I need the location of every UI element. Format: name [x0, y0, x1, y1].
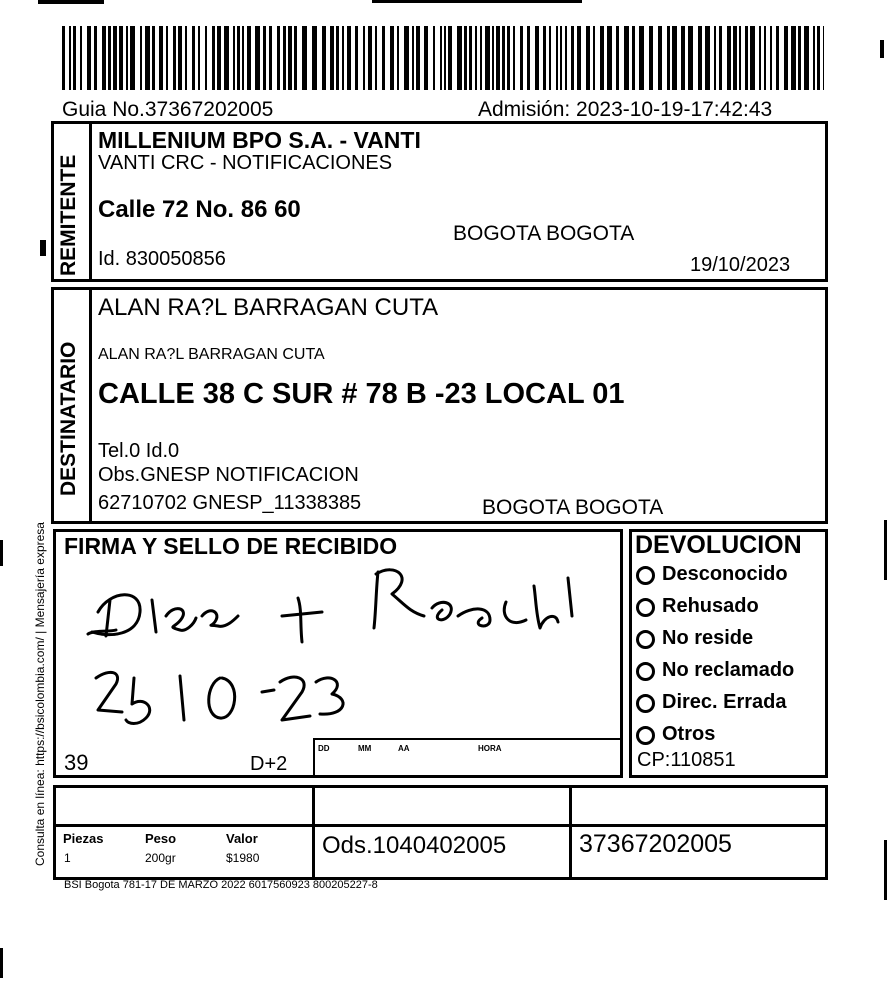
barcode-bar [294, 26, 297, 90]
barcode-bar [688, 26, 693, 90]
barcode-bar [145, 26, 150, 90]
barcode-bar [347, 26, 351, 90]
piezas-value: 1 [64, 851, 71, 865]
barcode-bar [178, 26, 182, 90]
barcode-bar [513, 26, 515, 90]
barcode-bar [382, 26, 385, 90]
devolucion-option-label: No reclamado [662, 659, 795, 681]
barcode-bar [416, 26, 420, 90]
remitente-label: REMITENTE [57, 154, 80, 276]
barcode-bar [750, 26, 755, 90]
barcode-bar [556, 26, 558, 90]
barcode-bar [113, 26, 117, 90]
barcode-bar [242, 26, 244, 90]
barcode-bar [62, 26, 65, 90]
barcode-bar [565, 26, 567, 90]
scan-mark [884, 840, 887, 900]
scan-mark [0, 540, 3, 566]
admission-timestamp: Admisión: 2023-10-19-17:42:43 [478, 98, 773, 121]
scan-mark [880, 40, 884, 58]
firma-inner-divider [313, 738, 315, 778]
barcode-bar [667, 26, 670, 90]
barcode-bar [302, 26, 307, 90]
barcode-bar [705, 26, 710, 90]
barcode-bar [798, 26, 801, 90]
barcode-bar [205, 26, 207, 90]
barcode-bar [672, 26, 677, 90]
barcode-bar [639, 26, 644, 90]
barcode-bar [464, 26, 467, 90]
scan-mark [0, 948, 3, 978]
barcode-bar [560, 26, 562, 90]
radio-circle-icon [636, 566, 655, 585]
barcode-bar [485, 26, 490, 90]
barcode-bar [764, 26, 766, 90]
devolucion-option-label: Rehusado [662, 595, 759, 617]
destinatario-city: BOGOTA BOGOTA [482, 496, 664, 519]
barcode-bar [336, 26, 339, 90]
destinatario-address: CALLE 38 C SUR # 78 B -23 LOCAL 01 [98, 378, 625, 410]
peso-value: 200gr [145, 851, 176, 865]
devolucion-option-label: No reside [662, 627, 754, 649]
firma-title: FIRMA Y SELLO DE RECIBIDO [64, 533, 398, 559]
barcode-bar [804, 26, 809, 90]
peso-label: Peso [145, 831, 177, 846]
barcode-bar [791, 26, 796, 90]
barcode-bar [759, 26, 761, 90]
radio-circle-icon [636, 630, 655, 649]
barcode-bar [363, 26, 365, 90]
side-note: Consulta en línea: https://bsicolombia.com/ | Mensajería expresa [33, 522, 47, 866]
barcode-bar [330, 26, 334, 90]
barcode-bar [492, 26, 494, 90]
delivery-code: D+2 [250, 753, 288, 775]
barcode-bar [593, 26, 595, 90]
barcode-bar [159, 26, 163, 90]
barcode-bar [255, 26, 260, 90]
barcode-bar [288, 26, 292, 90]
barcode-bar [658, 26, 662, 90]
handwritten-signature [70, 560, 610, 740]
barcode-bar [616, 26, 619, 90]
barcode-bar [283, 26, 286, 90]
barcode-bar [355, 26, 358, 90]
barcode-bar [233, 26, 235, 90]
remitente-id: Id. 830050856 [98, 248, 226, 270]
radio-circle-icon [636, 662, 655, 681]
barcode-bar [448, 26, 452, 90]
barcode-bar [624, 26, 629, 90]
devolucion-option-label: Otros [662, 723, 716, 745]
devolucion-cp: CP:110851 [637, 749, 736, 771]
barcode-bar [444, 26, 446, 90]
valor-label: Valor [226, 831, 258, 846]
barcode-bar [714, 26, 716, 90]
barcode-bar [312, 26, 317, 90]
barcode-bar [185, 26, 187, 90]
barcode-bar [94, 26, 97, 90]
barcode-bar [412, 26, 414, 90]
barcode-bar [198, 26, 200, 90]
hora-label: HORA [478, 744, 502, 753]
mm-label: MM [358, 744, 372, 753]
remitente-date: 19/10/2023 [690, 254, 791, 276]
route-number: 39 [64, 750, 89, 775]
barcode-bar [502, 26, 505, 90]
bottom-guia-number: 37367202005 [579, 830, 732, 858]
barcode-bar [212, 26, 215, 90]
barcode-bar [770, 26, 772, 90]
barcode-bar [469, 26, 472, 90]
barcode-bar [733, 26, 737, 90]
barcode-bar [600, 26, 604, 90]
barcode-bar [102, 26, 106, 90]
remitente-city: BOGOTA BOGOTA [453, 222, 635, 245]
barcode-bar [247, 26, 251, 90]
barcode-bar [342, 26, 344, 90]
barcode-bar [681, 26, 685, 90]
devolucion-option-label: Desconocido [662, 563, 788, 585]
barcode-bar [375, 26, 377, 90]
destinatario-divider [89, 287, 92, 524]
ods-number: Ods.1040402005 [322, 832, 507, 859]
barcode-bar [813, 26, 815, 90]
barcode-bar [108, 26, 111, 90]
barcode-bar [698, 26, 702, 90]
barcode-bar [480, 26, 482, 90]
barcode-bar [607, 26, 612, 90]
radio-circle-icon [636, 694, 655, 713]
barcode-bar [457, 26, 462, 90]
barcode-bar [424, 26, 428, 90]
barcode-bar [192, 26, 195, 90]
radio-circle-icon [636, 726, 655, 745]
barcode-bar [173, 26, 176, 90]
destinatario-ref: 62710702 GNESP_11338385 [98, 492, 362, 514]
barcode-bar [745, 26, 748, 90]
barcode-bar [649, 26, 653, 90]
barcode [62, 26, 824, 90]
barcode-bar [140, 26, 142, 90]
barcode-bar [269, 26, 272, 90]
bottom-row-divider [53, 824, 828, 827]
destinatario-tel: Tel.0 Id.0 [98, 440, 180, 462]
barcode-bar [390, 26, 394, 90]
barcode-bar [404, 26, 409, 90]
barcode-bar [73, 26, 76, 90]
barcode-bar [632, 26, 635, 90]
barcode-bar [397, 26, 399, 90]
barcode-bar [263, 26, 266, 90]
barcode-bar [322, 26, 326, 90]
barcode-bar [549, 26, 551, 90]
barcode-bar [440, 26, 442, 90]
destinatario-label: DESTINATARIO [57, 341, 80, 496]
barcode-bar [496, 26, 500, 90]
barcode-bar [520, 26, 523, 90]
devolucion-option-label: Direc. Errada [662, 691, 787, 713]
barcode-bar [776, 26, 779, 90]
devolucion-title: DEVOLUCION [635, 531, 802, 559]
barcode-bar [69, 26, 71, 90]
barcode-bar [80, 26, 82, 90]
scan-mark [40, 240, 46, 256]
scan-mark [38, 0, 104, 4]
barcode-bar [152, 26, 155, 90]
barcode-bar [719, 26, 722, 90]
barcode-bar [224, 26, 229, 90]
barcode-bar [535, 26, 539, 90]
scan-mark [372, 0, 582, 3]
barcode-bar [166, 26, 168, 90]
remitente-divider [89, 121, 92, 282]
destinatario-name-small: ALAN RA?L BARRAGAN CUTA [98, 346, 325, 363]
radio-circle-icon [636, 598, 655, 617]
barcode-bar [727, 26, 731, 90]
destinatario-obs: Obs.GNESP NOTIFICACION [98, 464, 359, 486]
valor-value: $1980 [226, 851, 260, 865]
piezas-label: Piezas [63, 831, 104, 846]
footer-text: BSI Bogota 781-17 DE MARZO 2022 6017560923 800205227-8 [64, 879, 378, 891]
barcode-bar [571, 26, 574, 90]
barcode-bar [237, 26, 240, 90]
dd-label: DD [318, 744, 330, 753]
guia-number: Guia No.37367202005 [62, 98, 274, 121]
barcode-bar [577, 26, 581, 90]
remitente-address: Calle 72 No. 86 60 [98, 196, 301, 223]
barcode-bar [130, 26, 135, 90]
barcode-bar [126, 26, 128, 90]
remitente-company: MILLENIUM BPO S.A. - VANTI [98, 127, 421, 153]
barcode-bar [527, 26, 530, 90]
barcode-bar [475, 26, 477, 90]
barcode-bar [119, 26, 123, 90]
destinatario-name: ALAN RA?L BARRAGAN CUTA [98, 294, 439, 321]
barcode-bar [507, 26, 510, 90]
bottom-col-divider-1 [312, 785, 315, 880]
barcode-bar [433, 26, 435, 90]
barcode-bar [87, 26, 91, 90]
scan-mark [884, 520, 887, 580]
barcode-bar [277, 26, 280, 90]
aa-label: AA [398, 744, 410, 753]
barcode-bar [817, 26, 820, 90]
barcode-bar [586, 26, 590, 90]
barcode-bar [823, 26, 824, 90]
barcode-bar [784, 26, 788, 90]
barcode-bar [368, 26, 372, 90]
barcode-bar [217, 26, 221, 90]
barcode-bar [739, 26, 741, 90]
bottom-col-divider-2 [569, 785, 572, 880]
remitente-department: VANTI CRC - NOTIFICACIONES [98, 152, 393, 174]
barcode-bar [543, 26, 546, 90]
